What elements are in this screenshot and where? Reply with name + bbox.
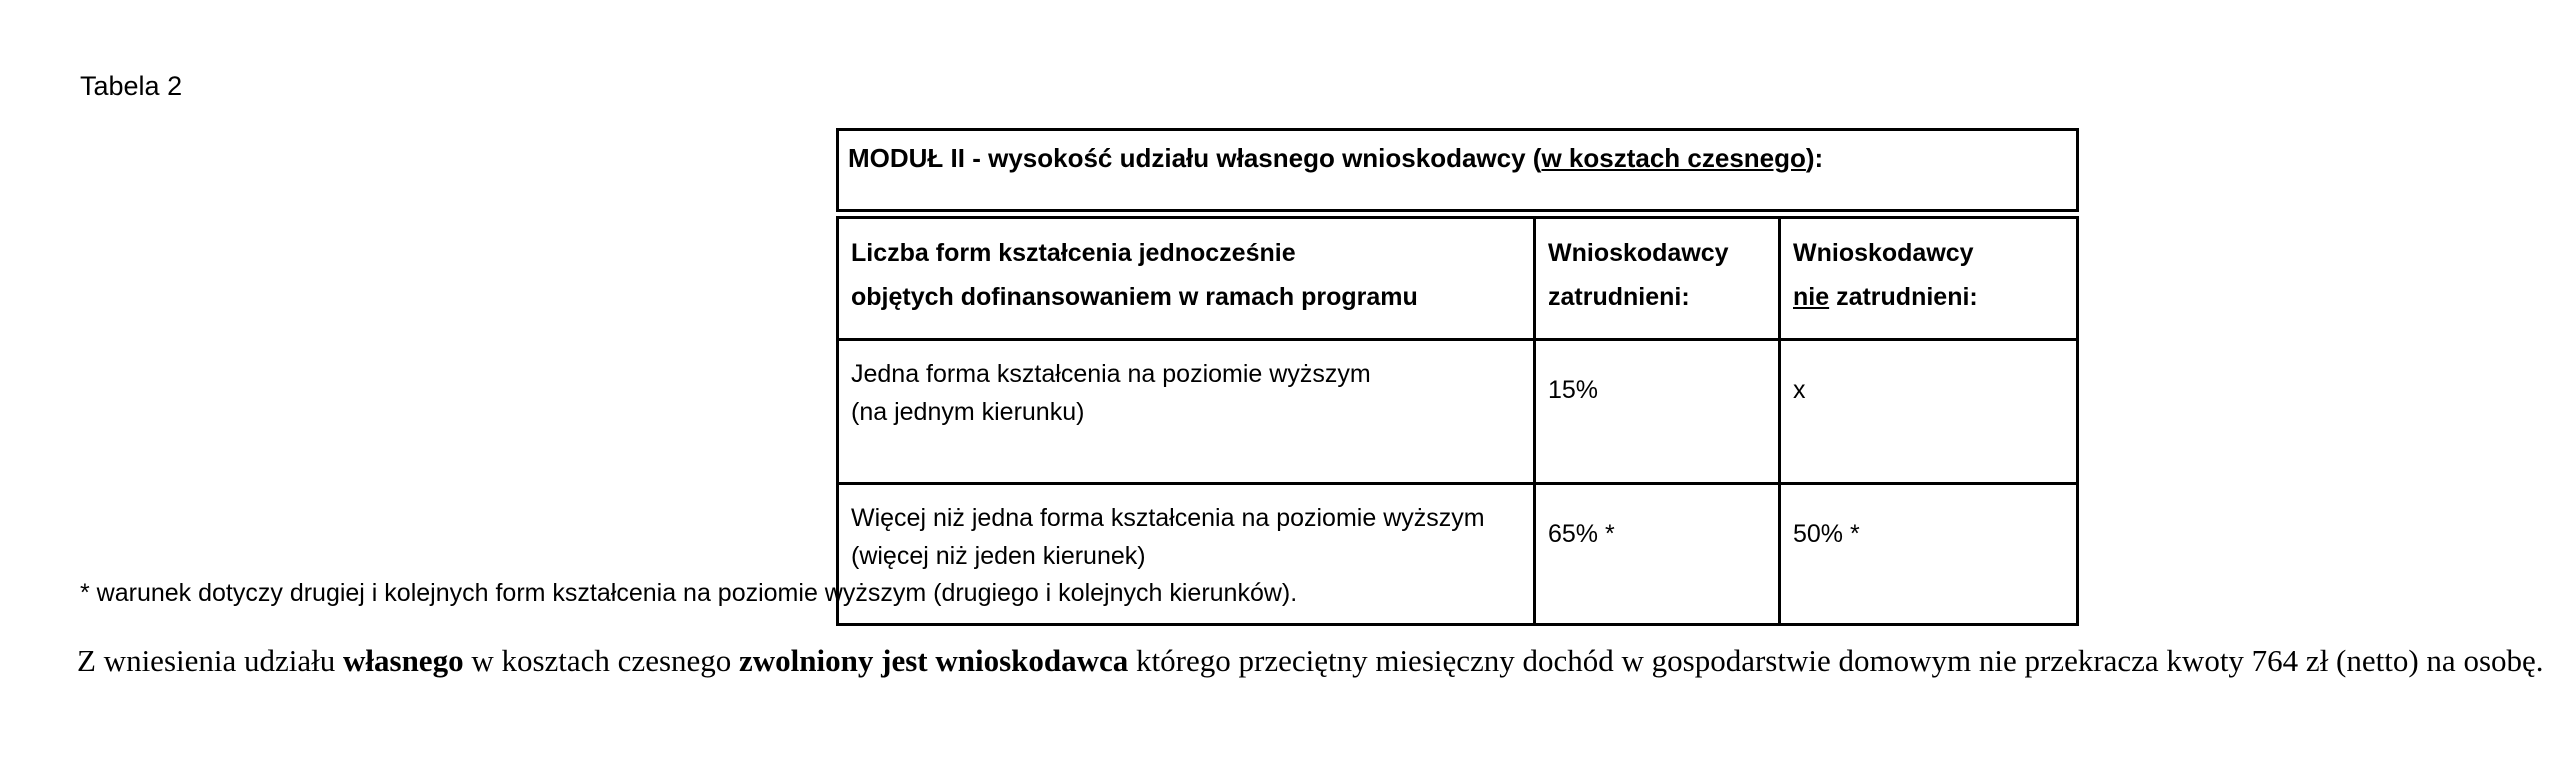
column-header-not-employed: Wnioskodawcy nie zatrudnieni: <box>1780 214 2078 340</box>
row1-employed-value: 15% <box>1535 340 1780 484</box>
column-header-forms: Liczba form kształcenia jednocześnie objętych dofinansowaniem w ramach programu <box>838 214 1535 340</box>
row2-not-employed-value: 50% * <box>1780 484 2078 625</box>
table-title-row <box>838 130 2078 215</box>
table-caption: Tabela 2 <box>80 71 183 101</box>
table-row <box>838 340 2078 484</box>
asterisk-footnote: * warunek dotyczy drugiej i kolejnych form kształcenia na poziomie wyższym (drugiego i kolejnych kierunków). <box>80 579 1298 607</box>
row1-label-cell: Jedna forma kształcenia na poziomie wyższym (na jednym kierunku) <box>838 340 1535 484</box>
modul-ii-table <box>836 128 2079 626</box>
table-title-cell: MODUŁ II - wysokość udziału własnego wnioskodawcy (w kosztach czesnego): <box>838 130 2078 215</box>
column-header-employed: Wnioskodawcy zatrudnieni: <box>1535 214 1780 340</box>
table-header-row <box>838 214 2078 340</box>
row2-employed-value: 65% * <box>1535 484 1780 625</box>
exemption-paragraph: Z wniesienia udziału własnego w kosztach czesnego zwolniony jest wnioskodawca którego przeciętny miesięczny dochód w gospodarstwie domowym nie przekracza kwoty 764 zł (netto) na osobę. <box>77 643 2544 678</box>
row1-not-employed-value: x <box>1780 340 2078 484</box>
row2-label-cell: Więcej niż jedna forma kształcenia na poziomie wyższym (więcej niż jeden kierunek) <box>838 484 1535 625</box>
